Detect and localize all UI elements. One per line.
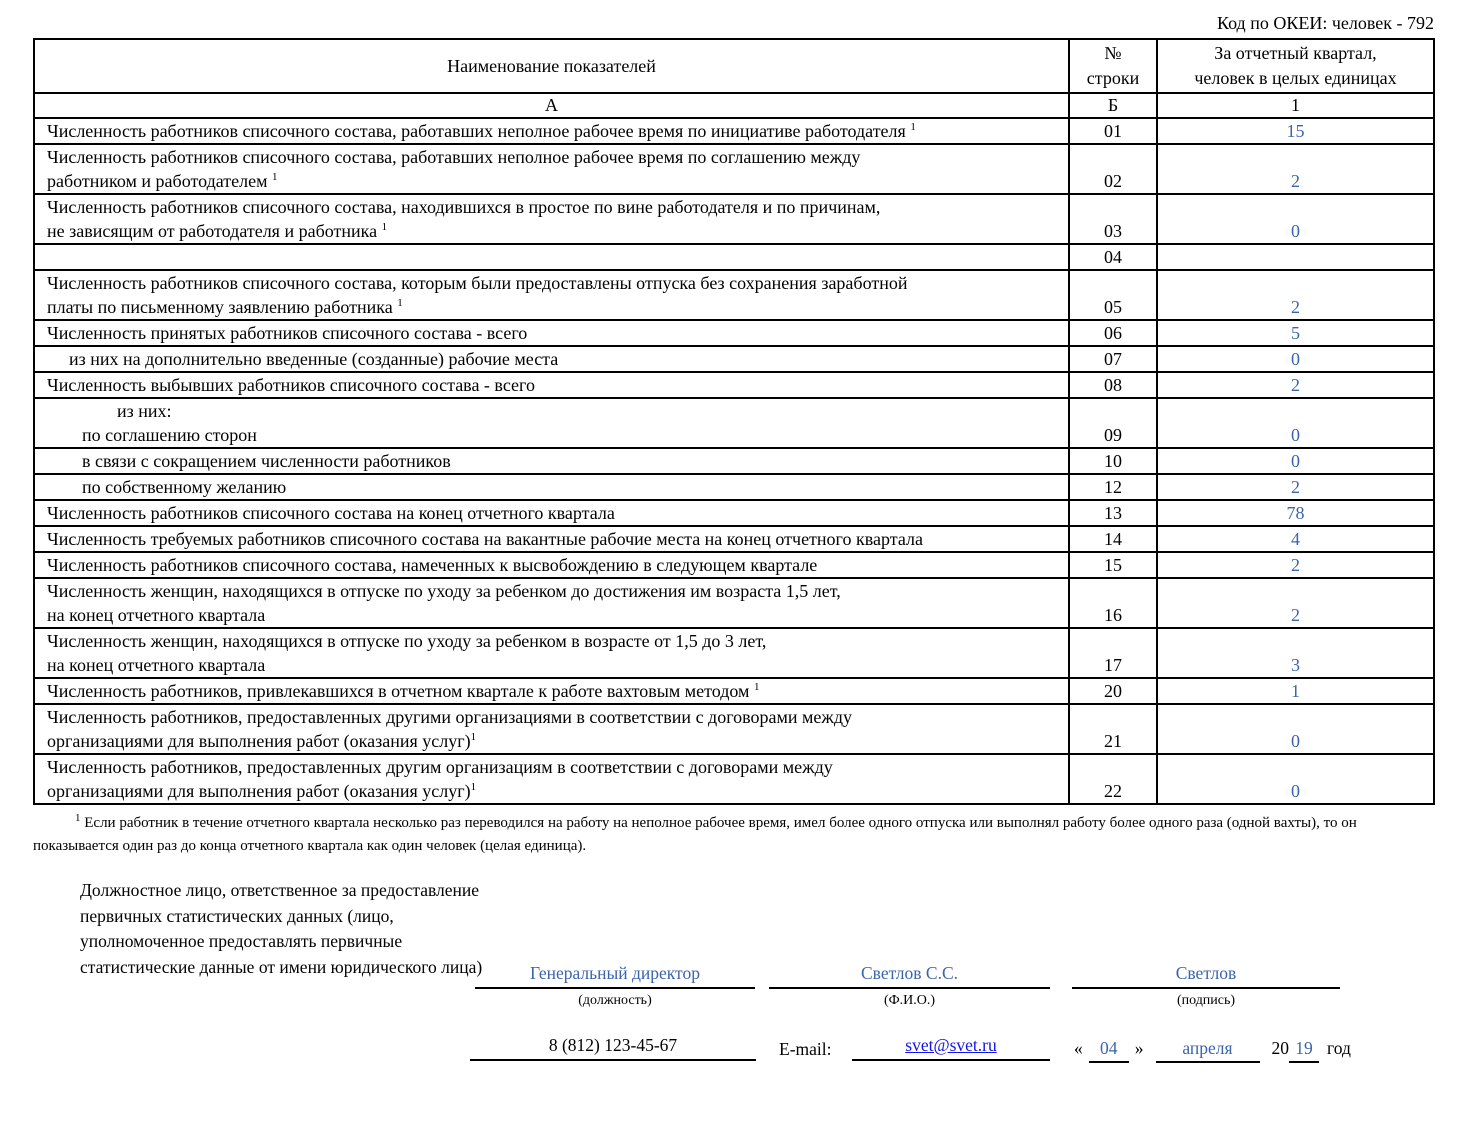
line-number-cell: 16 bbox=[1069, 578, 1157, 628]
subheader-col-a: А bbox=[34, 93, 1069, 118]
line-number-cell: 12 bbox=[1069, 474, 1157, 500]
line-number-cell: 03 bbox=[1069, 194, 1157, 244]
table-row bbox=[34, 194, 1434, 244]
table-row bbox=[34, 754, 1434, 804]
indicator-name-cell: Численность работников списочного состава, намеченных к высвобождению в следующем квартале bbox=[34, 552, 1069, 578]
indicator-name-cell: Численность работников списочного состава, работавших неполное рабочее время по соглашению между работником и работодателем $^1$ bbox=[34, 144, 1069, 194]
date-open-quote: « bbox=[1074, 1038, 1083, 1058]
table-row bbox=[34, 628, 1434, 678]
indicator-name-cell: Численность работников списочного состава, которым были предоставлены отпуска без сохранения заработной платы по письменному заявлению работника $^1$ bbox=[34, 270, 1069, 320]
signature-field bbox=[1072, 963, 1340, 1009]
table-row bbox=[34, 526, 1434, 552]
header-value-line1: За отчетный квартал, bbox=[1214, 43, 1377, 63]
table-row bbox=[34, 346, 1434, 372]
phone-value[interactable]: 8 (812) 123-45-67 bbox=[470, 1035, 756, 1061]
line-number-cell: 13 bbox=[1069, 500, 1157, 526]
table-row bbox=[34, 398, 1434, 448]
table-row bbox=[34, 578, 1434, 628]
value-cell[interactable]: 2 bbox=[1157, 372, 1434, 398]
official-responsible-label: Должностное лицо, ответственное за предоставление первичных статистических данных (лицо, уполномоченное предоставлять первичные статистические данные от имени юридического лица) bbox=[80, 880, 483, 977]
value-cell[interactable]: 78 bbox=[1157, 500, 1434, 526]
phone-field bbox=[470, 1035, 756, 1061]
line-number-cell: 04 bbox=[1069, 244, 1157, 270]
date-year-value[interactable]: 19 bbox=[1289, 1038, 1319, 1063]
table-row bbox=[34, 500, 1434, 526]
value-cell[interactable]: 0 bbox=[1157, 754, 1434, 804]
line-number-cell: 01 bbox=[1069, 118, 1157, 144]
email-label: E-mail: bbox=[779, 1039, 832, 1059]
signature-value[interactable]: Светлов bbox=[1072, 963, 1340, 989]
line-number-cell: 09 bbox=[1069, 398, 1157, 448]
date-suffix: год bbox=[1327, 1038, 1351, 1058]
value-cell[interactable]: 0 bbox=[1157, 704, 1434, 754]
indicator-name-cell bbox=[34, 244, 1069, 270]
header-value bbox=[1157, 39, 1434, 93]
value-cell[interactable]: 5 bbox=[1157, 320, 1434, 346]
indicator-name-cell: Численность работников, предоставленных другими организациями в соответствии с договорами между организациями для выполнения работ (оказания услуг)$^1$ bbox=[34, 704, 1069, 754]
line-number-cell: 22 bbox=[1069, 754, 1157, 804]
indicator-name-cell: из них на дополнительно введенные (созданные) рабочие места bbox=[34, 346, 1069, 372]
table-row bbox=[34, 704, 1434, 754]
value-cell[interactable]: 1 bbox=[1157, 678, 1434, 704]
line-number-cell: 15 bbox=[1069, 552, 1157, 578]
subheader-col-1: 1 bbox=[1157, 93, 1434, 118]
indicator-name-cell: Численность выбывших работников списочного состава - всего bbox=[34, 372, 1069, 398]
indicator-name-cell: Численность принятых работников списочного состава - всего bbox=[34, 320, 1069, 346]
value-cell[interactable]: 2 bbox=[1157, 552, 1434, 578]
full-name-value[interactable]: Светлов С.С. bbox=[769, 963, 1050, 989]
header-line-number-line1: № bbox=[1104, 43, 1122, 63]
table-row bbox=[34, 372, 1434, 398]
table-header-row bbox=[34, 39, 1434, 93]
indicator-name-cell: Численность женщин, находящихся в отпуске по уходу за ребенком в возрасте от 1,5 до 3 лет, на конец отчетного квартала bbox=[34, 628, 1069, 678]
table-row bbox=[34, 144, 1434, 194]
table-row bbox=[34, 320, 1434, 346]
value-cell[interactable]: 2 bbox=[1157, 270, 1434, 320]
subheader-col-b: Б bbox=[1069, 93, 1157, 118]
indicator-name-cell: Численность женщин, находящихся в отпуске по уходу за ребенком до достижения им возраста 1,5 лет, на конец отчетного квартала bbox=[34, 578, 1069, 628]
line-number-cell: 17 bbox=[1069, 628, 1157, 678]
line-number-cell: 07 bbox=[1069, 346, 1157, 372]
indicator-name-cell: Численность работников списочного состава на конец отчетного квартала bbox=[34, 500, 1069, 526]
table-row bbox=[34, 678, 1434, 704]
header-line-number-line2: строки bbox=[1086, 68, 1140, 88]
value-cell[interactable]: 2 bbox=[1157, 474, 1434, 500]
value-cell[interactable]: 15 bbox=[1157, 118, 1434, 144]
indicator-name-cell: Численность требуемых работников списочного состава на вакантные рабочие места на конец отчетного квартала bbox=[34, 526, 1069, 552]
value-cell[interactable]: 0 bbox=[1157, 398, 1434, 448]
email-field bbox=[852, 1035, 1050, 1061]
signature-caption: (подпись) bbox=[1176, 993, 1236, 1008]
table-row bbox=[34, 448, 1434, 474]
table-row bbox=[34, 270, 1434, 320]
line-number-cell: 05 bbox=[1069, 270, 1157, 320]
position-value[interactable]: Генеральный директор bbox=[475, 963, 755, 989]
full-name-field bbox=[769, 963, 1050, 1009]
line-number-cell: 06 bbox=[1069, 320, 1157, 346]
indicator-name-cell: по собственному желанию bbox=[34, 474, 1069, 500]
header-value-line2: человек в целых единицах bbox=[1194, 68, 1397, 88]
date-close-quote: » bbox=[1134, 1038, 1144, 1058]
date-month-value[interactable]: апреля bbox=[1156, 1038, 1260, 1063]
table-row bbox=[34, 118, 1434, 144]
table-row bbox=[34, 244, 1434, 270]
line-number-cell: 10 bbox=[1069, 448, 1157, 474]
value-cell[interactable]: 0 bbox=[1157, 194, 1434, 244]
line-number-cell: 02 bbox=[1069, 144, 1157, 194]
table-row bbox=[34, 474, 1434, 500]
footnote-text: Если работник в течение отчетного квартала несколько раз переводился на работу на неполное рабочее время, имел более одного отпуска или выполнял работу более одного раза (одной вахты), то он показывается один раз до конца отчетного квартала как один человек (целая единица). bbox=[33, 815, 1357, 854]
table-subheader-row bbox=[34, 93, 1434, 118]
indicators-table bbox=[33, 38, 1435, 805]
header-indicator-name: Наименование показателей bbox=[34, 39, 1069, 93]
okei-code-label: Код по ОКЕИ: человек - 792 bbox=[1216, 13, 1434, 33]
email-link[interactable]: svet@svet.ru bbox=[905, 1035, 997, 1055]
full-name-caption: (Ф.И.О.) bbox=[883, 993, 936, 1008]
value-cell[interactable]: 4 bbox=[1157, 526, 1434, 552]
line-number-cell: 14 bbox=[1069, 526, 1157, 552]
indicator-name-cell: Численность работников списочного состава, находившихся в простое по вине работодателя и по причинам, не зависящим от работодателя и работника $^1$ bbox=[34, 194, 1069, 244]
value-cell[interactable]: 3 bbox=[1157, 628, 1434, 678]
line-number-cell: 08 bbox=[1069, 372, 1157, 398]
footnote-superscript: 1 bbox=[75, 812, 81, 824]
position-caption: (должность) bbox=[578, 993, 652, 1008]
date-day-value[interactable]: 04 bbox=[1089, 1038, 1129, 1063]
footnote bbox=[33, 812, 1435, 858]
line-number-cell: 20 bbox=[1069, 678, 1157, 704]
indicator-name-cell: Численность работников, предоставленных другим организациям в соответствии с договорами между организациями для выполнения работ (оказания услуг)$^1$ bbox=[34, 754, 1069, 804]
line-number-cell: 21 bbox=[1069, 704, 1157, 754]
indicator-name-cell: Численность работников, привлекавшихся в отчетном квартале к работе вахтовым методом $^1$ bbox=[34, 678, 1069, 704]
value-cell[interactable]: 0 bbox=[1157, 346, 1434, 372]
position-field bbox=[475, 963, 755, 1009]
date-year-prefix: 20 bbox=[1271, 1038, 1289, 1058]
table-row bbox=[34, 552, 1434, 578]
value-cell[interactable]: 0 bbox=[1157, 448, 1434, 474]
date-row bbox=[1074, 1038, 1351, 1063]
indicator-name-cell: Численность работников списочного состава, работавших неполное рабочее время по инициативе работодателя $^1$ bbox=[34, 118, 1069, 144]
indicator-name-cell: в связи с сокращением численности работников bbox=[34, 448, 1069, 474]
value-cell[interactable]: 2 bbox=[1157, 144, 1434, 194]
value-cell[interactable]: 2 bbox=[1157, 578, 1434, 628]
value-cell[interactable] bbox=[1157, 244, 1434, 270]
header-line-number bbox=[1069, 39, 1157, 93]
indicator-name-cell: из них: по соглашению сторон bbox=[34, 398, 1069, 448]
